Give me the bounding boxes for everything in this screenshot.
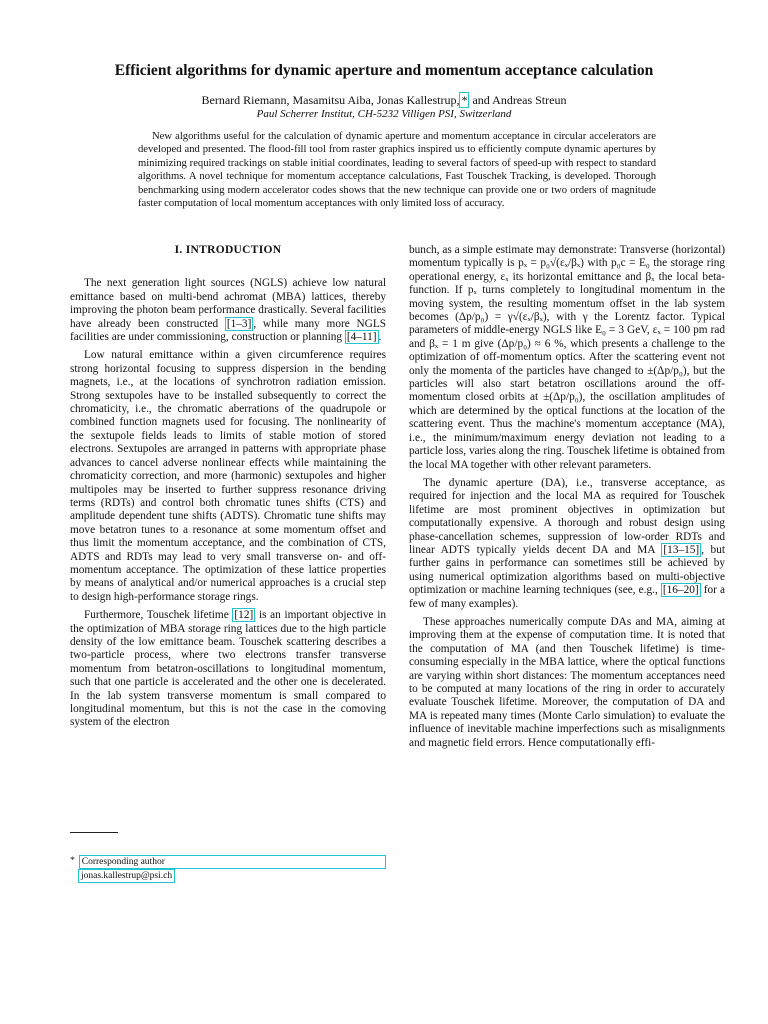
footnote xyxy=(70,855,386,883)
footnote-mark: * xyxy=(70,856,75,866)
section-heading: I. INTRODUCTION xyxy=(174,244,282,256)
affiliation: Paul Scherrer Institut, CH-5232 Villigen PSI, Switzerland xyxy=(256,108,512,120)
citation-link[interactable]: [13–15] xyxy=(663,543,700,556)
citation-link[interactable]: [12] xyxy=(234,609,254,622)
author-block xyxy=(40,93,728,121)
footnote-label-link[interactable]: Corresponding author xyxy=(79,855,386,869)
email-link[interactable]: jonas.kallestrup@psi.ch xyxy=(78,869,175,883)
author-names: Bernard Riemann, Masamitsu Aiba, Jonas Kallestrup, xyxy=(201,93,460,107)
paragraph: The next generation light sources (NGLS) achieve low natural emittance based on multi-bend achromat (MBA) lattices, thereby improving the photon beam performance drastically. Several facilities have already been constructed [1–3] , while many more NGLS facilities are under commissioning, construction or planning [4–11] . xyxy=(70,277,386,344)
citation-link[interactable]: [4–11] xyxy=(346,331,377,344)
abstract: New algorithms useful for the calculation of dynamic aperture and momentum acceptance in circular accelerators are developed and presented. The flood-fill tool from raster graphics inspired us to efficiently compute dynamic apertures by minimizing required trackings on stable initial coordinates, leading to several factors of speed-up with respect to standard algorithms. A novel technique for momentum acceptance calculations, Fast Touschek Tracking, is developed. Thorough benchmarking using modern accelerator codes shows that the new technique can provide one or two orders of magnitude faster computation of local momentum acceptances with only limited loss of accuracy. xyxy=(138,131,656,210)
author-names-last: and Andreas Streun xyxy=(469,93,567,107)
paragraph: Furthermore, Touschek lifetime [12] is an important objective in the optimization of MBA storage ring lattices due to the high particle density of the low emittance beam. Touschek scattering describes a two-particle process, where two electrons transfer transverse momentum from betatron-oscillations to longitudinal momentum, such that one particle is accelerated and the other one is decelerated. In the lab system transverse momentum is small compared to longitudinal momentum, but this is not the case in the comoving system of the electron xyxy=(70,609,386,729)
footnote-rule xyxy=(70,832,118,833)
paragraph: The dynamic aperture (DA), i.e., transverse acceptance, as required for injection and the local MA as required for Touschek lifetime are most prominent objectives in optimization but computationally expensive. A thorough and robust design using phase-cancellation schemes, suppression of low-order RDTs and linear ADTS typically yields decent DA and MA [13–15] , but further gains in performance can sometimes still be achieved by using numerical optimization algorithms based on multi-objective optimization or machine learning techniques (see, e.g., [16–20] for a few of many examples). xyxy=(409,476,725,610)
citation-link[interactable]: [1–3] xyxy=(226,317,252,330)
paper-title: Efficient algorithms for dynamic aperture and momentum acceptance calculation xyxy=(114,62,654,79)
footnote-mark-link[interactable]: * xyxy=(461,93,468,107)
paragraph: bunch, as a simple estimate may demonstrate: Transverse (horizontal) momentum typically is pₓ = p₀√(εₓ/βₓ) with p₀c = E₀ the storage ring operational energy, εₓ its horizontal emittance and βₓ the local beta-function. If pₓ turns completely to longitudinal momentum in the moving system, the resulting momentum offset in the lab system becomes (Δp/p₀) = γ√(εₓ/βₓ), with γ the Lorentz factor. Typical parameters of middle-energy NGLS like E₀ = 3 GeV, εₓ = 100 pm rad and βₓ = 1 m give (Δp/p₀) ≈ 6 %, which presents a challenge to the optimization of off-momentum optics. After the scattering event not only the momenta of the particles have changed to ±(Δp/p₀), but the particles will also start betatron oscillations around the off-momentum closed orbits at ±(Δp/p₀), the oscillation amplitudes of which are determined by the optical functions at the location of the scattering event. Thus the machine's momentum acceptance (MA), i.e., the minimum/maximum energy deviation not leading to a particle loss, varies along the ring. Touschek lifetime is obtained from the local MA together with other relevant parameters. xyxy=(409,244,725,471)
paragraph: These approaches numerically compute DAs and MA, aiming at improving them at the expense of computation time. It is noted that the computation of MA (and then Touschek lifetime) is time-consuming especially in the MBA lattice, where the optical functions are varying within short distances: The momentum acceptances need to be computed at many locations of the ring in order to accurately evaluate Touschek lifetime. Moreover, the computation of DA and MA is repeated many times (Monte Carlo simulation) to evaluate the influence of inevitable machine imperfections such as misalignments and magnetic field errors. Hence computationally effi- xyxy=(409,615,725,749)
citation-link[interactable]: [16–20] xyxy=(662,584,699,597)
left-column xyxy=(70,244,386,735)
right-column xyxy=(409,244,725,755)
paragraph: Low natural emittance within a given circumference requires strong horizontal focusing to suppress dispersion in the bending magnets, i.e., at the locations of synchrotron radiation emission. Strong sextupoles have to be installed subsequently to correct the chromaticity, i.e., the chromatic aberrations of the quadrupole or combined function magnets used for focusing. The nonlinearity of the sextupole fields leads to limits of stable motion of stored electrons. Sextupoles are arranged in patterns with appropriate phase advances to cancel adverse nonlinear effects while maintaining the chromaticity correction, and more (harmonic) sextupoles and higher multipoles may be inserted to further suppress resonance driving terms (RDTs) and control both chromatic tunes shifts (CTS) and amplitude dependent tune shifts (ADTS). Chromatic tune shifts may move betatron tunes to a resonance at some momentum offset and thus limit the momentum acceptance, and the combination of CTS, ADTS and RDTs may lead to very small transverse on- and off-momentum acceptance. The optimization of these lattice properties by means of analytical and/or numerical approaches is a crucial step to design high-performance storage rings. xyxy=(70,349,386,603)
